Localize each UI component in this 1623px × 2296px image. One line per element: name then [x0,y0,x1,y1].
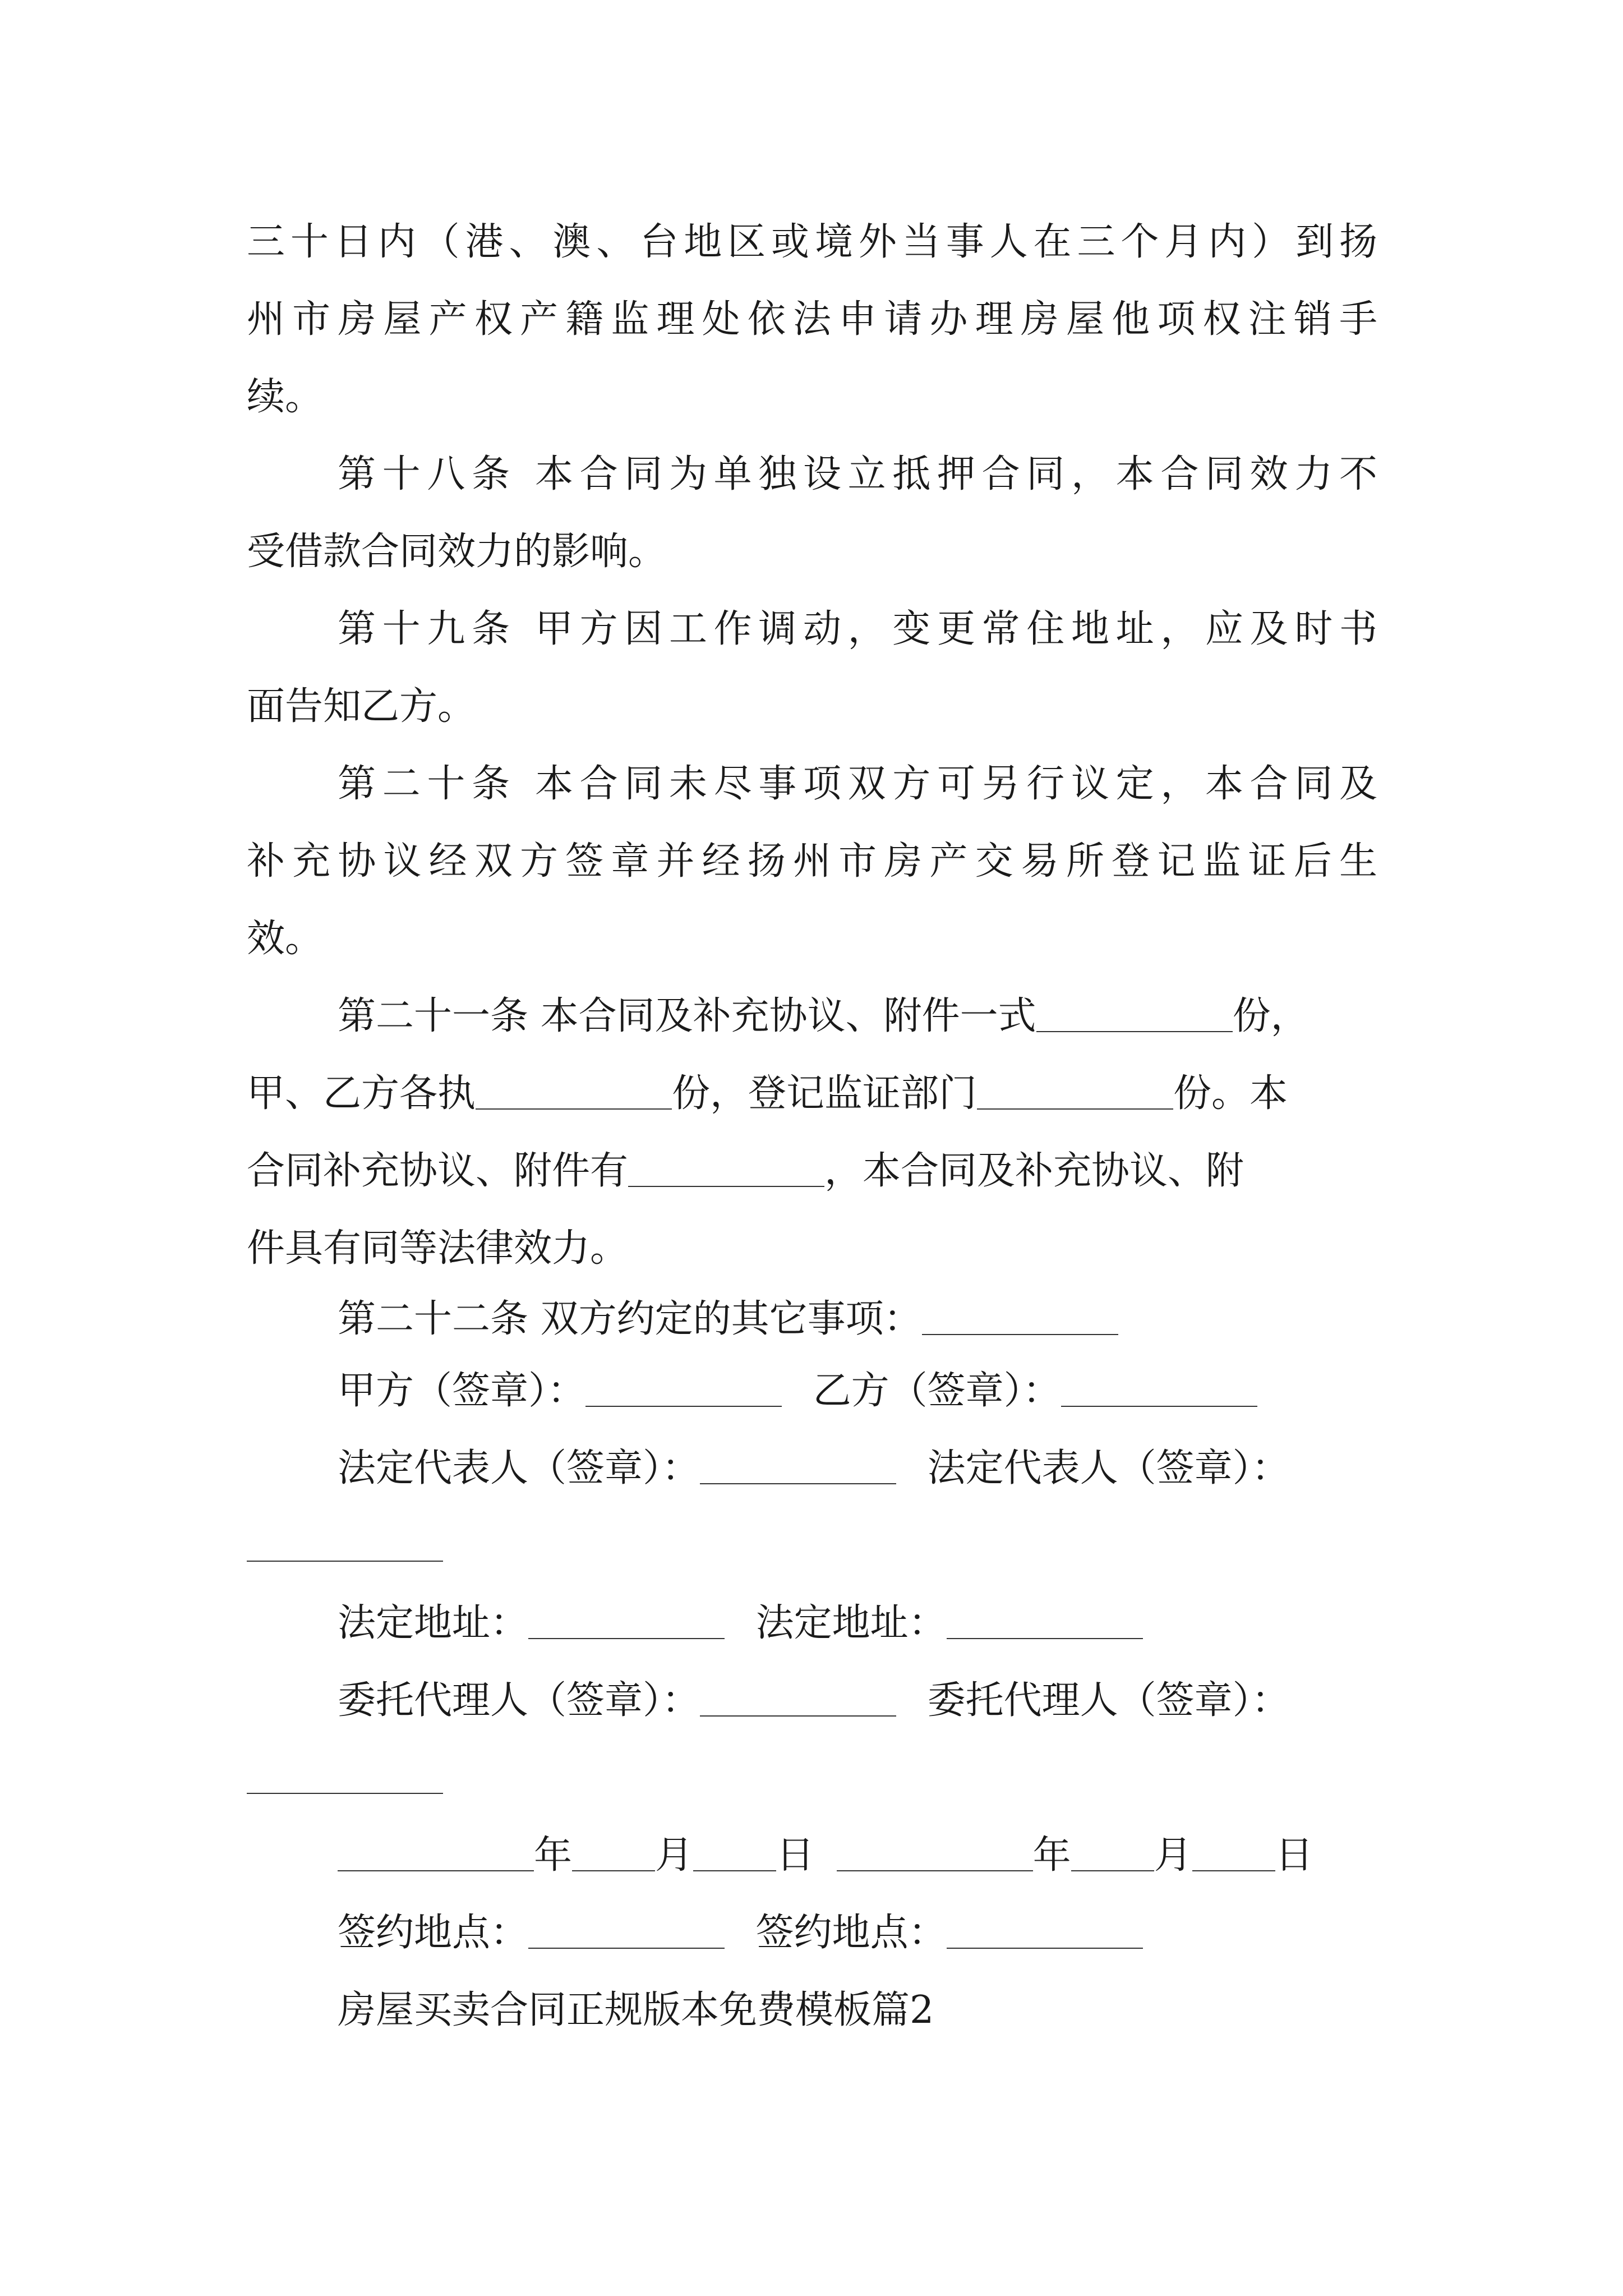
month-label: 月 [655,1833,694,1878]
legal-rep-line [338,1446,1290,1490]
legal-rep-a-label: 法定代表人（签章）： [338,1446,700,1490]
article-22-line [338,1297,1118,1341]
article-20-line: 补充协议经双方签章并经扬州市房产交易所登记监证后生 [247,839,1377,884]
date-b-year-blank[interactable] [837,1837,1033,1871]
article-21-line [247,1149,1244,1193]
date-line [338,1833,1313,1878]
article-19-line: 第十九条 甲方因工作调动，变更常住地址，应及时书 [338,607,1377,651]
date-a-day-blank[interactable] [693,1837,776,1871]
next-section-heading: 房屋买卖合同正规版本免费模板篇2 [338,1988,934,2032]
month-label: 月 [1154,1833,1192,1878]
other-matters-blank[interactable] [922,1300,1118,1335]
attachments-blank[interactable] [628,1152,824,1187]
agent-a-label: 委托代理人（签章）： [338,1678,700,1723]
party-a-signature-blank[interactable] [585,1372,782,1407]
article-21-text: ，本合同及补充协议、附 [824,1149,1244,1193]
year-label: 年 [534,1833,573,1878]
legal-address-a-blank[interactable] [528,1604,725,1639]
agent-b-blank[interactable] [247,1759,443,1794]
date-b-day-blank[interactable] [1192,1837,1275,1871]
article-21-text: 甲、乙方各执 [247,1071,476,1116]
article-22-text: 第二十二条 双方约定的其它事项： [338,1297,922,1341]
legal-rep-b-blank[interactable] [247,1527,443,1562]
copies-each-party-blank[interactable] [476,1075,672,1110]
legal-address-b-label: 法定地址： [755,1601,947,1645]
sign-place-line [338,1911,1143,1955]
agent-b-label: 委托代理人（签章）： [927,1678,1290,1723]
sign-place-a-blank[interactable] [528,1914,725,1949]
article-21-line [247,1071,1288,1116]
article-21-line: 件具有同等法律效力。 [247,1226,629,1271]
article-19-line: 面告知乙方。 [247,684,476,729]
paragraph-line: 三十日内（港、澳、台地区或境外当事人在三个月内）到扬 [247,220,1377,264]
date-b-month-blank[interactable] [1071,1837,1154,1871]
agent-b-line [247,1759,443,1797]
date-a-month-blank[interactable] [572,1837,655,1871]
legal-rep-b-label: 法定代表人（签章）： [927,1446,1290,1490]
article-20-line: 第二十条 本合同未尽事项双方可另行议定，本合同及 [338,762,1377,806]
copies-total-blank[interactable] [1036,997,1233,1032]
date-a-year-blank[interactable] [338,1837,534,1871]
copies-registry-blank[interactable] [977,1075,1173,1110]
legal-rep-b-line [247,1527,443,1565]
legal-address-b-blank[interactable] [947,1604,1143,1639]
article-18-line: 第十八条 本合同为单独设立抵押合同，本合同效力不 [338,452,1377,496]
article-21-line [338,994,1309,1038]
legal-address-line [338,1601,1143,1645]
article-21-text: 合同补充协议、附件有 [247,1149,629,1193]
year-label: 年 [1032,1833,1071,1878]
agent-line [338,1678,1290,1723]
article-21-text: 份。本 [1173,1071,1288,1116]
day-label: 日 [1275,1833,1313,1878]
paragraph-line: 续。 [247,375,324,419]
sign-place-a-label: 签约地点： [338,1911,529,1955]
party-b-label: 乙方（签章）： [813,1369,1061,1413]
article-21-text: 份，登记监证部门 [672,1071,978,1116]
article-20-line: 效。 [247,917,324,961]
paragraph-line: 州市房屋产权产籍监理处依法申请办理房屋他项权注销手 [247,297,1377,342]
sign-place-b-blank[interactable] [947,1914,1143,1949]
article-21-text: 份， [1232,994,1309,1038]
legal-rep-a-blank[interactable] [700,1450,896,1484]
article-18-line: 受借款合同效力的影响。 [247,530,667,574]
sign-place-b-label: 签约地点： [755,1911,947,1955]
day-label: 日 [776,1833,815,1878]
party-signature-line [338,1369,1257,1413]
party-b-signature-blank[interactable] [1061,1372,1257,1407]
legal-address-a-label: 法定地址： [338,1601,529,1645]
party-a-label: 甲方（签章）： [338,1369,586,1413]
agent-a-blank[interactable] [700,1682,896,1717]
article-21-text: 第二十一条 本合同及补充协议、附件一式 [338,994,1036,1038]
